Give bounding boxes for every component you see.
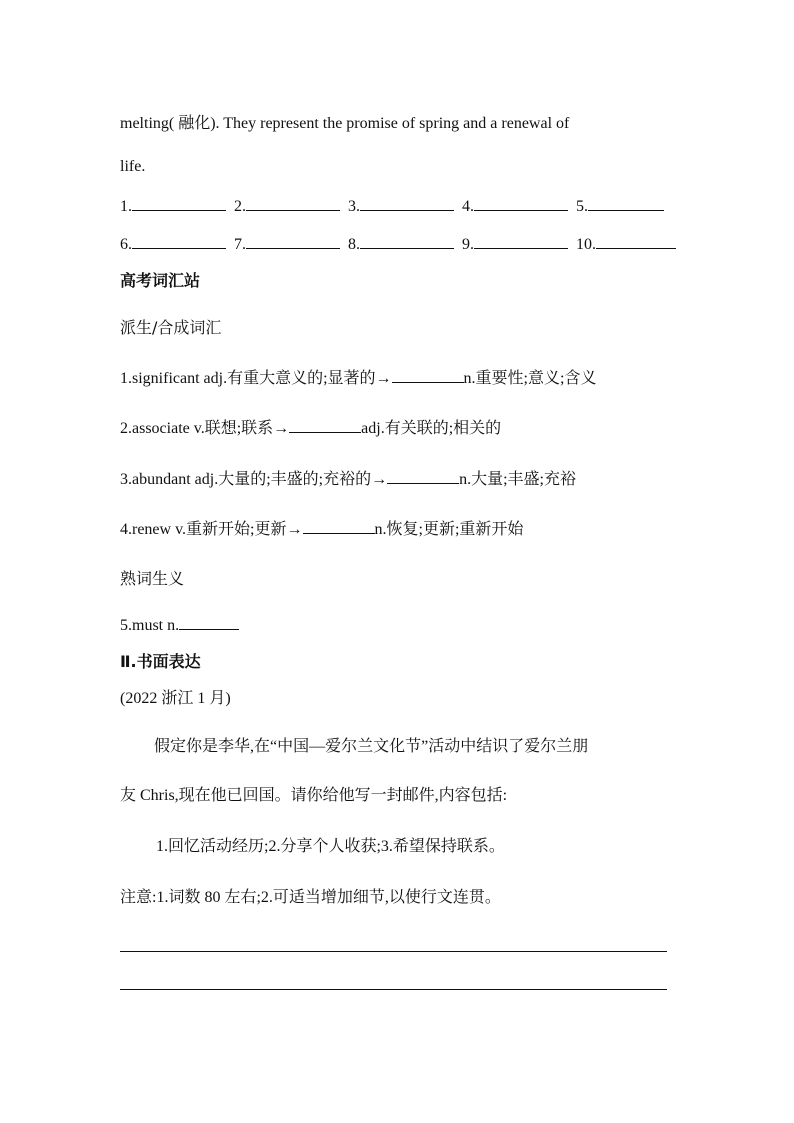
derived-vocab-title: 派生/合成词汇 [120,318,222,337]
vocab-blank-4[interactable] [303,519,375,534]
writing-source: (2022 浙江 1 月) [120,690,231,707]
answer-blank-3[interactable] [360,196,454,211]
answer-blank-1[interactable] [132,196,226,211]
vocab-blank-1[interactable] [392,368,464,383]
writing-prompt-line-2: 友 Chris,现在他已回国。请你给他写一封邮件,内容包括: [120,787,508,804]
answer-row-1 [120,196,668,217]
answer-blank-10[interactable] [596,234,676,249]
answer-blank-4[interactable] [474,196,568,211]
answer-blank-6[interactable] [132,234,226,249]
vocab-item-4: 4.renew v.重新开始;更新→ n.恢复;更新;重新开始 [120,521,524,538]
answer-item-8: 8. [348,236,454,253]
answer-line-2[interactable] [120,989,667,990]
vocab-blank-5[interactable] [179,615,239,630]
answer-item-3: 3. [348,198,454,215]
answer-item-4: 4. [462,198,568,215]
answer-item-5: 5. [576,198,664,215]
writing-notes: 注意:1.词数 80 左右;2.可适当增加细节,以使行文连贯。 [120,889,501,906]
answer-item-2: 2. [234,198,340,215]
answer-blank-2[interactable] [246,196,340,211]
answer-line-1[interactable] [120,951,667,952]
answer-blank-9[interactable] [474,234,568,249]
answer-item-10: 10. [576,236,676,253]
vocab-blank-2[interactable] [289,418,361,433]
writing-points: 1.回忆活动经历;2.分享个人收获;3.希望保持联系。 [156,838,505,855]
writing-section-title: Ⅱ.书面表达 [120,652,201,671]
answer-item-7: 7. [234,236,340,253]
vocab-item-2: 2.associate v.联想;联系→ adj.有关联的;相关的 [120,420,502,437]
vocab-item-3: 3.abundant adj.大量的;丰盛的;充裕的→ n.大量;丰盛;充裕 [120,471,576,488]
answer-item-6: 6. [120,236,226,253]
familiar-words-title: 熟词生义 [120,569,185,588]
passage-line-1: melting( 融化). They represent the promise of spring and a renewal of [120,115,570,132]
vocab-item-5: 5.must n. [120,615,239,636]
answer-blank-7[interactable] [246,234,340,249]
passage-line-2: life. [120,158,146,175]
answer-item-1: 1. [120,198,226,215]
answer-item-9: 9. [462,236,568,253]
answer-blank-8[interactable] [360,234,454,249]
vocab-item-1: 1.significant adj.有重大意义的;显著的→ n.重要性;意义;含义 [120,370,597,387]
answer-row-2 [120,234,680,255]
vocab-blank-3[interactable] [387,469,459,484]
writing-prompt-line-1: 假定你是李华,在“中国—爱尔兰文化节”活动中结识了爱尔兰朋 [154,738,589,755]
vocab-section-title: 高考词汇站 [120,271,201,290]
answer-blank-5[interactable] [588,196,664,211]
